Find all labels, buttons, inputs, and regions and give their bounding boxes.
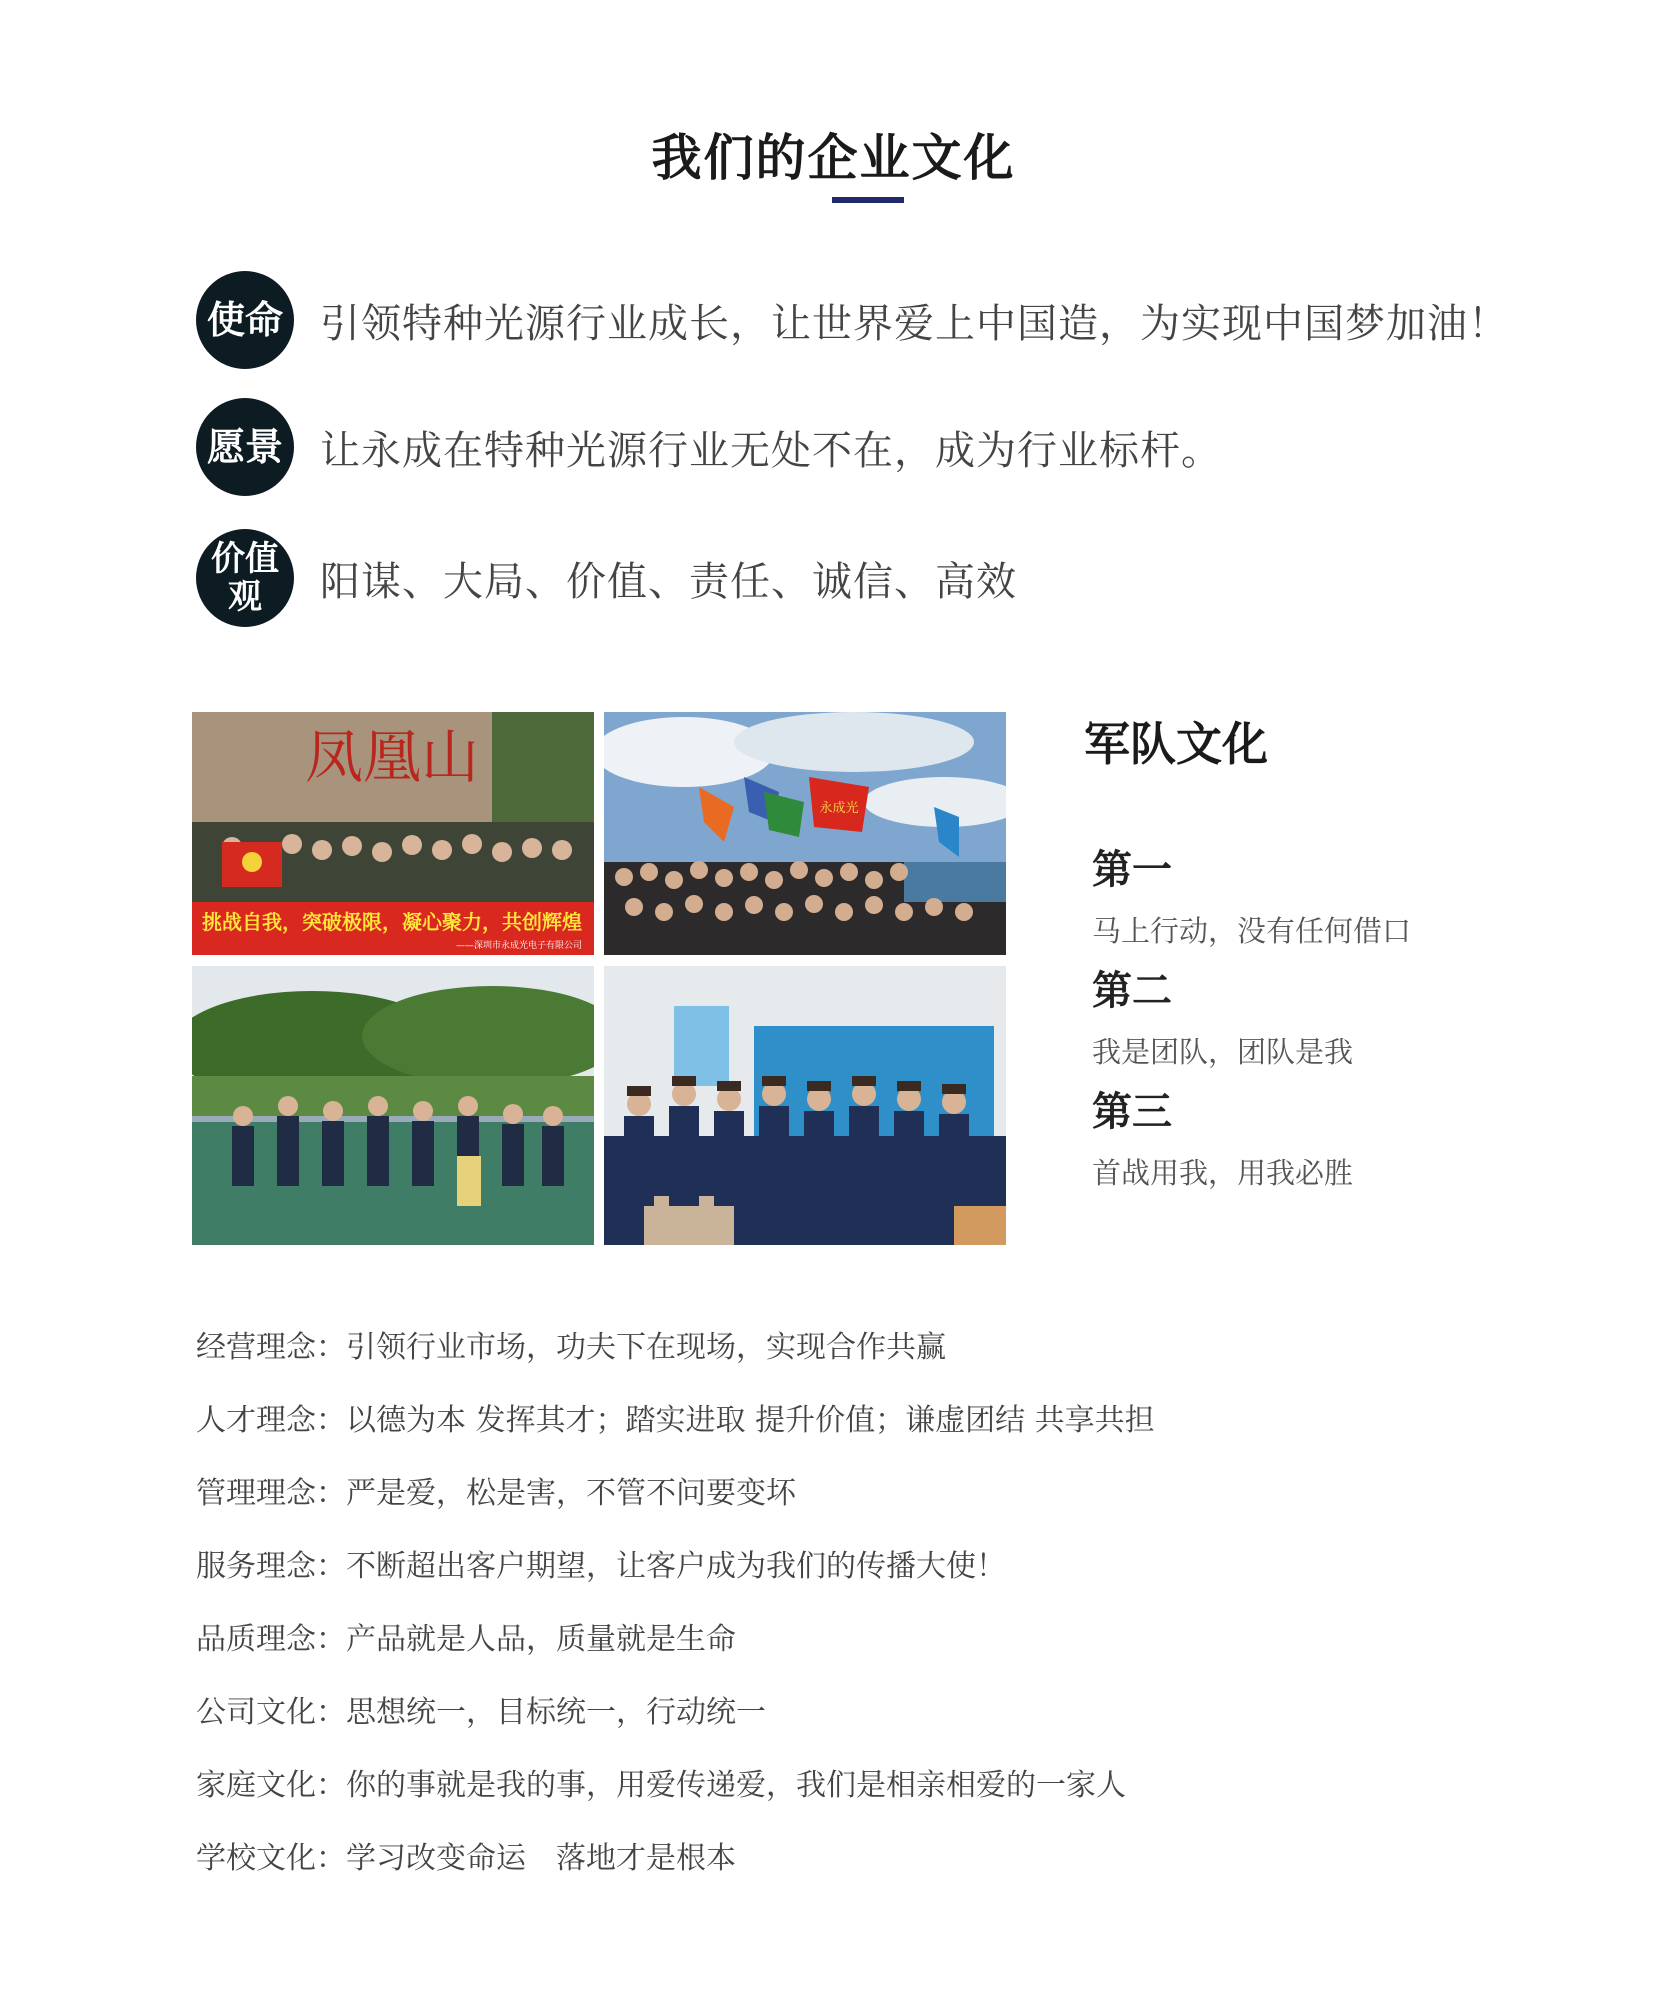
philosophy-label: 经营理念： [196, 1330, 346, 1365]
philosophy-label: 公司文化： [196, 1695, 346, 1730]
philosophy-text: 不断超出客户期望，让客户成为我们的传播大使！ [346, 1549, 1006, 1584]
philosophy-label: 家庭文化： [196, 1768, 346, 1803]
philosophy-label: 管理理念： [196, 1476, 346, 1511]
philosophy-text: 严是爱，松是害，不管不问要变坏 [346, 1476, 796, 1511]
philosophy-text: 以德为本 发挥其才；踏实进取 提升价值；谦虚团结 共享共担 [346, 1403, 1155, 1438]
photo-team-rock [192, 712, 594, 955]
philosophy-text: 引领行业市场，功夫下在现场，实现合作共赢 [346, 1330, 946, 1365]
core-row-vision [196, 397, 1222, 497]
army-item-heading: 第三 [1092, 1089, 1172, 1135]
philosophy-label: 品质理念： [196, 1622, 346, 1657]
philosophy-text: 产品就是人品，质量就是生命 [346, 1622, 736, 1657]
philosophy-item-family [196, 1760, 1126, 1804]
philosophy-item-quality [196, 1614, 736, 1658]
title-underline [832, 197, 904, 203]
philosophy-item-company [196, 1687, 766, 1731]
flag-text: 永成光 [819, 801, 859, 816]
philosophy-label: 服务理念： [196, 1549, 346, 1584]
army-item-description: 马上行动，没有任何借口 [1092, 914, 1412, 948]
photo-team-flags [604, 712, 1006, 955]
values-text: 阳谋、大局、价值、责任、诚信、高效 [320, 558, 1017, 605]
army-item-description: 首战用我，用我必胜 [1092, 1156, 1354, 1190]
photo-team-court [192, 966, 594, 1245]
vision-badge: 愿景 [196, 398, 294, 496]
mission-badge: 使命 [196, 271, 294, 369]
photo-team-office [604, 966, 1006, 1245]
philosophy-item-management [196, 1468, 796, 1512]
philosophy-label: 学校文化： [196, 1841, 346, 1876]
banner-company: ——深圳市永成光电子有限公司 [455, 941, 582, 951]
army-culture-title: 军队文化 [1084, 717, 1268, 771]
army-item-description: 我是团队，团队是我 [1092, 1035, 1354, 1069]
banner-slogan: 挑战自我，突破极限，凝心聚力，共创辉煌 [202, 910, 582, 934]
army-item-third [1092, 1080, 1353, 1192]
philosophy-text: 你的事就是我的事，用爱传递爱，我们是相亲相爱的一家人 [346, 1768, 1126, 1803]
values-badge: 价值观 [196, 529, 294, 627]
army-item-heading: 第一 [1092, 847, 1172, 893]
philosophy-label: 人才理念： [196, 1403, 346, 1438]
philosophy-item-school [196, 1833, 736, 1877]
core-row-mission [196, 270, 1509, 370]
philosophy-text: 学习改变命运 落地才是根本 [346, 1841, 736, 1876]
philosophy-item-business [196, 1322, 946, 1366]
core-row-values [196, 528, 1017, 628]
army-item-heading: 第二 [1092, 968, 1172, 1014]
army-item-first [1092, 838, 1411, 950]
page-title: 我们的企业文化 [651, 129, 1016, 187]
vision-text: 让永成在特种光源行业无处不在，成为行业标杆。 [320, 427, 1222, 474]
philosophy-text: 思想统一，目标统一，行动统一 [346, 1695, 766, 1730]
philosophy-item-talent [196, 1395, 1155, 1439]
army-item-second [1092, 959, 1353, 1071]
philosophy-item-service [196, 1541, 1006, 1585]
mission-text: 引领特种光源行业成长，让世界爱上中国造，为实现中国梦加油！ [320, 300, 1509, 347]
rock-inscription: 凤凰山 [304, 723, 480, 791]
